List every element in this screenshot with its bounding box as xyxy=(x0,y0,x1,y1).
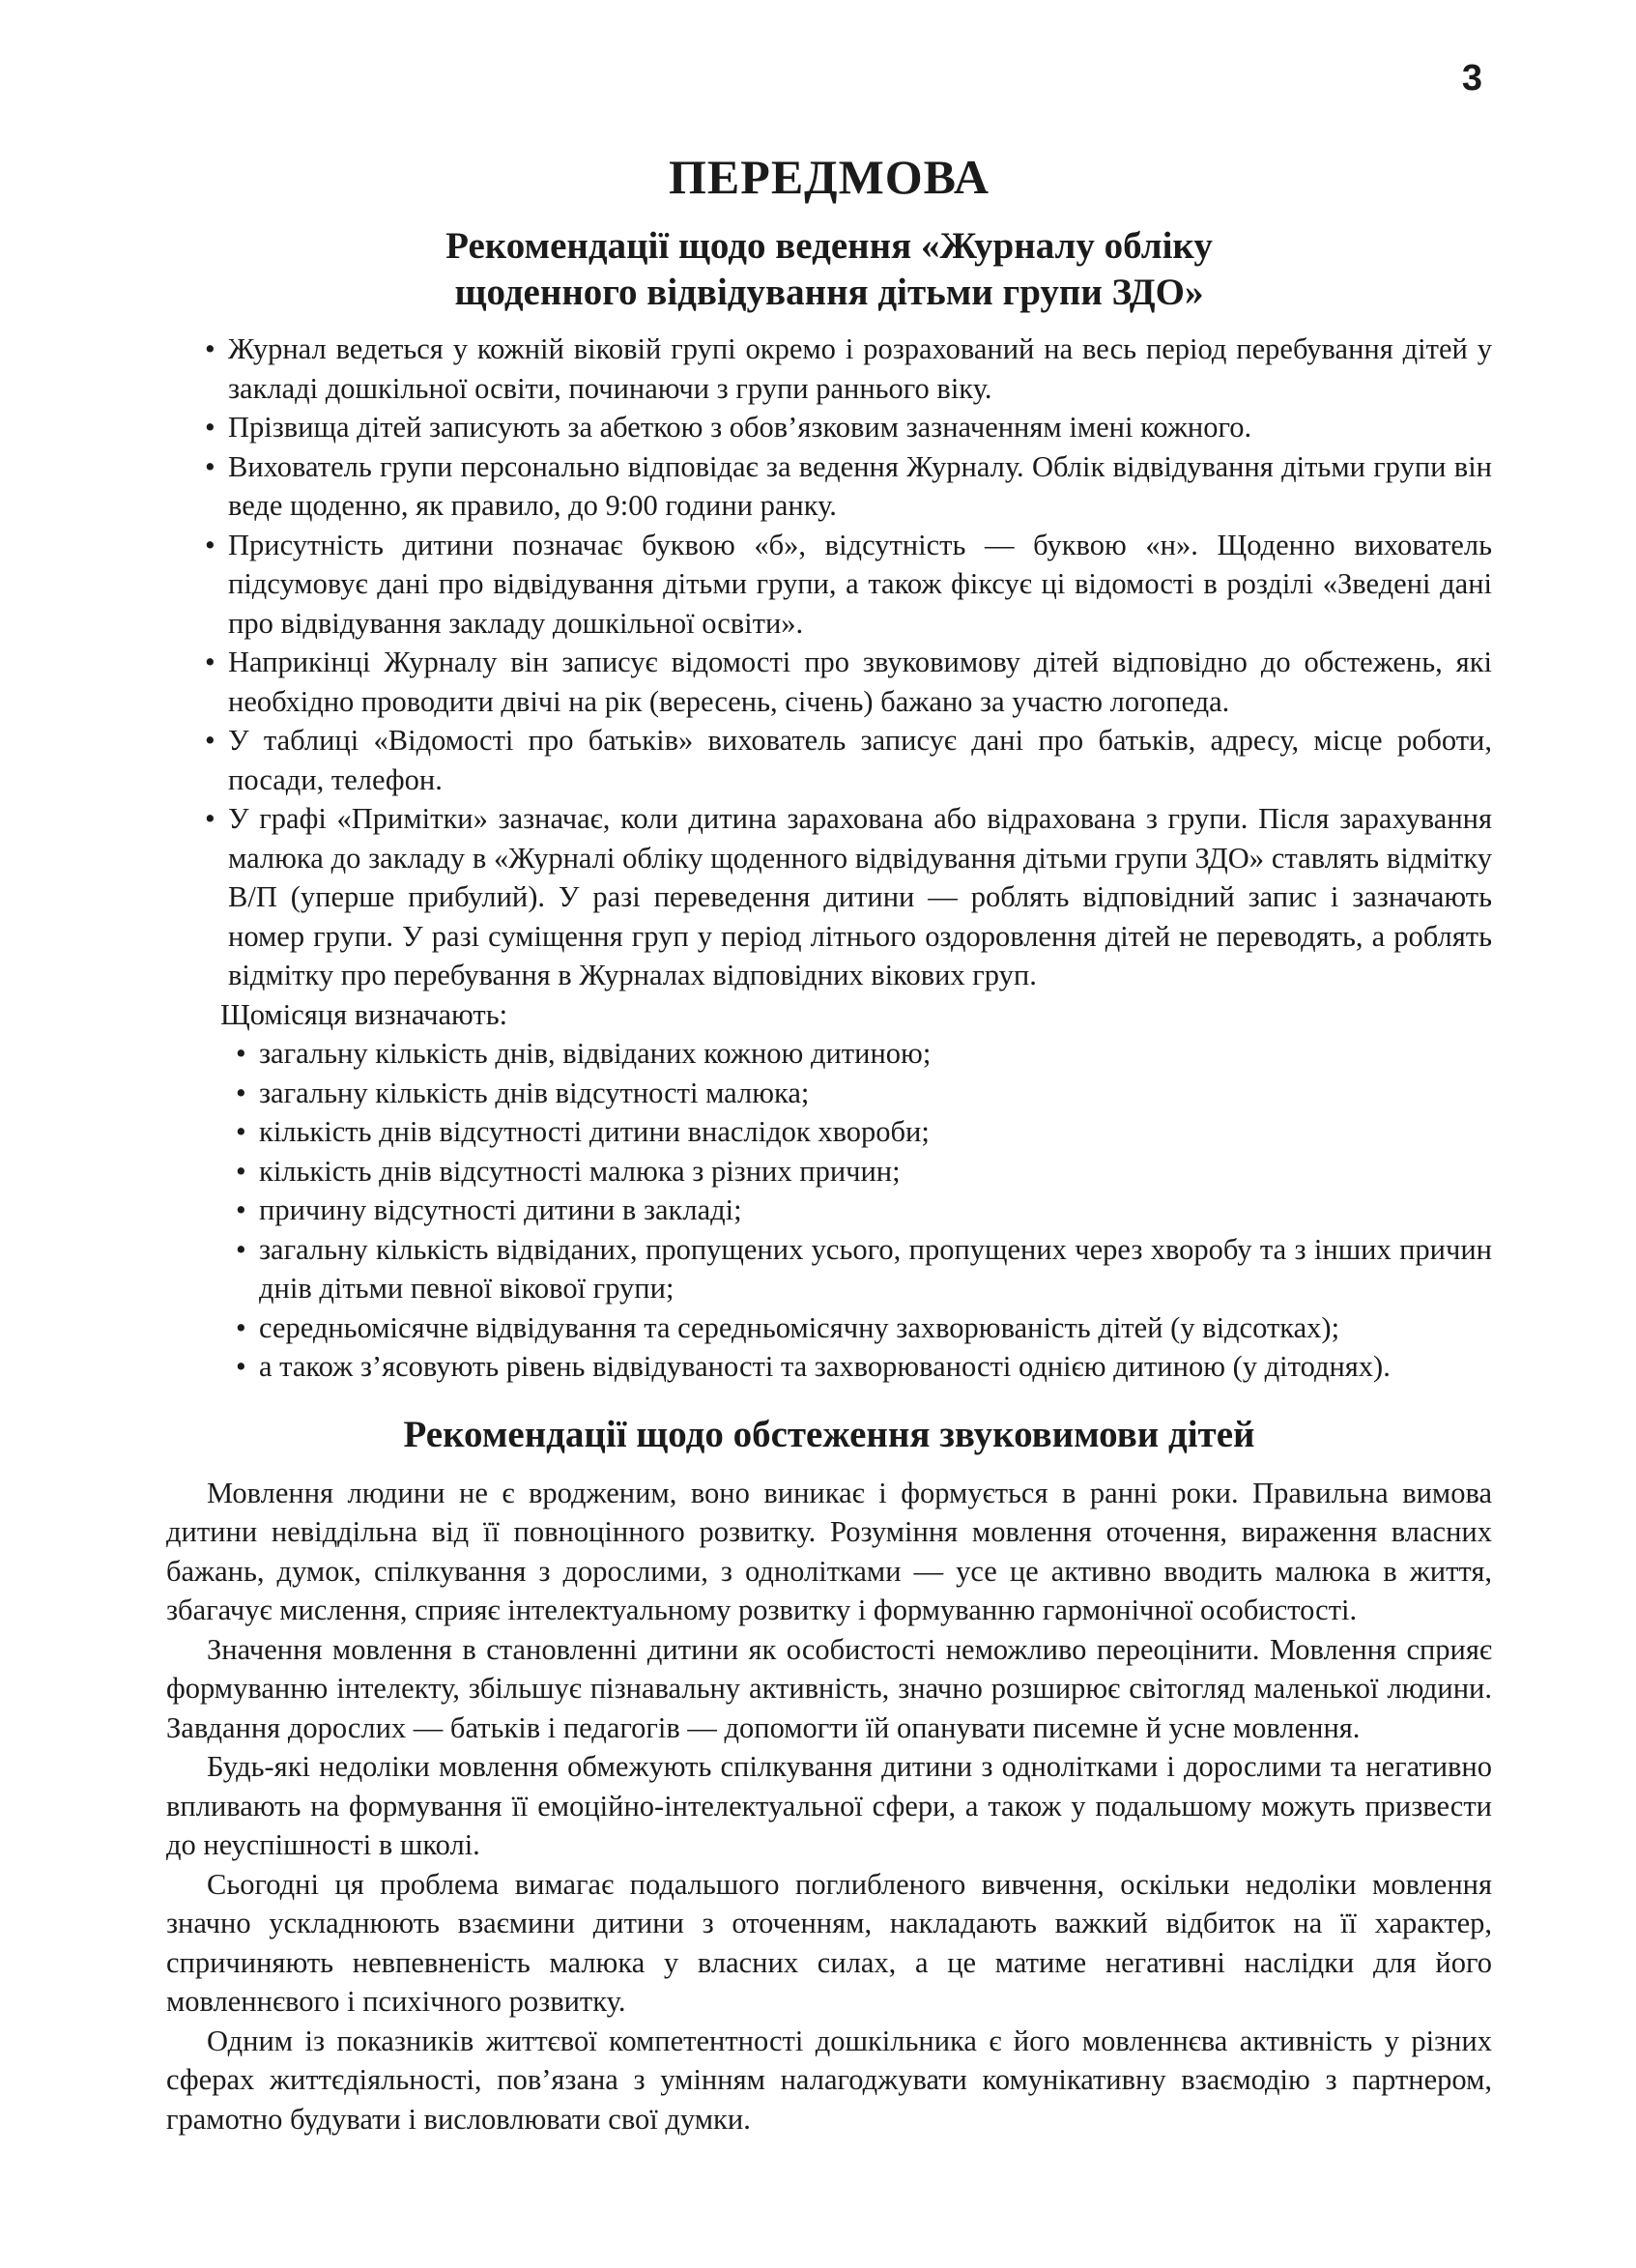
page-title: ПЕРЕДМОВА xyxy=(669,150,990,204)
bullet-icon: • xyxy=(236,1115,246,1148)
bullet-icon: • xyxy=(236,1154,246,1188)
section-heading-speech: Рекомендації щодо обстеження звуковимови дітей xyxy=(403,1413,1255,1455)
bullet-icon: • xyxy=(236,1037,246,1070)
paragraph: Одним із показників життєвої компетентності дошкільника є його мовленнєва активність у різних сферах життєдіяльності, пов’язана з умінням налагоджувати комунікативну взаємодію з партнером, грамотно будувати і висловлювати свої думки. xyxy=(166,2024,1492,2136)
bullet-icon: • xyxy=(205,332,215,365)
list-item xyxy=(166,721,1492,799)
list-item xyxy=(166,1152,1492,1191)
list-item xyxy=(166,1308,1492,1348)
monthly-intro: Щомісяця визначають: xyxy=(220,997,508,1031)
section-heading-journal-line-2: щоденного відвідування дітьми групи ЗДО» xyxy=(454,272,1204,313)
list-item xyxy=(166,799,1492,995)
bullet-icon: • xyxy=(236,1193,246,1226)
list-item xyxy=(166,408,1492,447)
list-item-text: Наприкінці Журналу він записує відомості про звуковимову дітей відповідно до обстежень, які необхідно проводити двічі на рік (вересень, січень) бажано за участю логопеда. xyxy=(228,646,1492,718)
bullet-icon: • xyxy=(236,1232,246,1266)
list-item-text: Прізвища дітей записують за абеткою з обов’язковим зазначенням імені кожного. xyxy=(228,411,1252,444)
list-item-text: Журнал ведеться у кожній віковій групі окремо і розрахований на весь період перебування дітей у закладі дошкільної освіти, починаючи з групи раннього віку. xyxy=(228,332,1492,405)
paragraph: Мовлення людини не є вродженим, воно виникає і формується в ранні роки. Правильна вимова дитини невіддільна від її повноцінного розвитку. Розуміння мовлення оточення, вираження власних бажань, думок, спілкування з дорослими, з однолітками — усе це активно вводить малюка в життя, збагачує мислення, сприяє інтелектуальному розвитку і формуванню гармонічної особистості. xyxy=(166,1476,1492,1626)
page-number: 3 xyxy=(1461,58,1482,99)
list-item xyxy=(166,526,1492,644)
journal-rules-list xyxy=(166,330,1492,995)
bullet-icon: • xyxy=(205,449,215,483)
page-content xyxy=(166,150,1492,2139)
list-item-text: середньомісячне відвідування та середньомісячну захворюваність дітей (у відсотках); xyxy=(259,1310,1340,1344)
section-heading-journal xyxy=(166,223,1492,316)
list-item xyxy=(166,447,1492,526)
paragraph: Значення мовлення в становленні дитини як особистості неможливо переоцінити. Мовлення сприяє формуванню інтелекту, збільшує пізнавальну активність, значно розширює світогляд маленької людини. Завдання дорослих — батьків і педагогів — допомогти їй опанувати писемне й усне мовлення. xyxy=(166,1632,1492,1744)
bullet-icon: • xyxy=(205,528,215,561)
list-item xyxy=(166,643,1492,721)
paragraph: Будь-які недоліки мовлення обмежують спілкування дитини з однолітками і дорослими та негативно впливають на формування її емоційно-інтелектуальної сфери, а також у подальшому можуть призвести до неуспішності в школі. xyxy=(166,1750,1492,1861)
list-item-text: кількість днів відсутності малюка з різних причин; xyxy=(259,1154,901,1188)
list-item xyxy=(166,1230,1492,1308)
list-item xyxy=(166,1034,1492,1074)
list-item xyxy=(166,1347,1492,1387)
list-item-text: Присутність дитини позначає буквою «б», відсутність — буквою «н». Щоденно вихователь підсумовує дані про відвідування дітьми групи, а також фіксує ці відомості в розділі «Зведені дані про відвідування закладу дошкільної освіти». xyxy=(228,528,1492,640)
list-item-text: У графі «Примітки» зазначає, коли дитина зарахована або відрахована з групи. Після зарахування малюка до закладу в «Журналі обліку щоденного відвідування дітьми групи ЗДО» ставлять відмітку В/П (уперше прибулий). У разі переведення дитини — роблять відповідний запис і зазначають номер групи. У разі суміщення груп у період літнього оздоровлення дітей не переводять, а роблять відмітку про перебування в Журналах відповідних вікових груп. xyxy=(228,802,1492,991)
bullet-icon: • xyxy=(205,411,215,444)
list-item xyxy=(166,1191,1492,1230)
list-item xyxy=(166,1112,1492,1152)
bullet-icon: • xyxy=(205,646,215,678)
monthly-list xyxy=(166,1034,1492,1387)
list-item-text: загальну кількість днів відсутності малюка; xyxy=(259,1076,810,1109)
list-item xyxy=(166,1074,1492,1113)
list-item xyxy=(166,330,1492,408)
list-item-text: Вихователь групи персонально відповідає за ведення Журналу. Облік відвідування дітьми групи він веде щоденно, як правило, до 9:00 години ранку. xyxy=(228,449,1492,522)
bullet-icon: • xyxy=(236,1350,246,1383)
bullet-icon: • xyxy=(236,1310,246,1344)
list-item-text: У таблиці «Відомості про батьків» вихователь записує дані про батьків, адресу, місце роботи, посади, телефон. xyxy=(228,724,1492,796)
bullet-icon: • xyxy=(205,802,215,835)
paragraph: Сьогодні ця проблема вимагає подальшого поглибленого вивчення, оскільки недоліки мовлення значно ускладнюють взаємини дитини з оточенням, накладають важкий відбиток на її характер, спричиняють невпевненість малюка у власних силах, а це матиме негативні наслідки для його мовленнєвого і психічного розвитку. xyxy=(166,1867,1492,2018)
list-item-text: загальну кількість днів, відвіданих кожною дитиною; xyxy=(259,1037,932,1070)
list-item-text: загальну кількість відвіданих, пропущених усього, пропущених через хворобу та з інших причин днів дітьми певної вікової групи; xyxy=(259,1232,1492,1305)
list-item-text: кількість днів відсутності дитини внаслідок хвороби; xyxy=(259,1115,930,1148)
bullet-icon: • xyxy=(236,1076,246,1109)
list-item-text: а також з’ясовують рівень відвідуваності та захворюваності однією дитиною (у дітоднях). xyxy=(259,1350,1391,1383)
section-heading-journal-line-1: Рекомендації щодо ведення «Журналу обліку xyxy=(445,225,1213,267)
list-item-text: причину відсутності дитини в закладі; xyxy=(259,1193,742,1226)
bullet-icon: • xyxy=(205,724,215,757)
